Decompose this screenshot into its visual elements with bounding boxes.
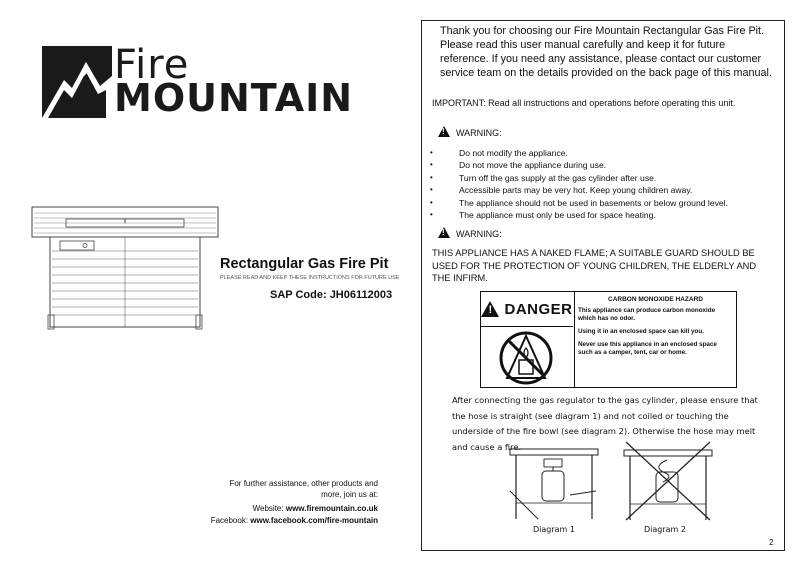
contact-block: [160, 503, 378, 527]
co-hazard-title: CARBON MONOXIDE HAZARD: [608, 296, 703, 303]
list-item: • The appliance must only be used for space heating.: [430, 209, 770, 221]
danger-word: DANGER: [504, 300, 573, 318]
facebook-line: [160, 515, 378, 527]
mountain-logo-icon: [42, 46, 112, 118]
naked-flame-warning: THIS APPLIANCE HAS A NAKED FLAME; A SUITABLE GUARD SHOULD BE USED FOR THE PROTECTION OF YOUNG CHILDREN, THE ELDERLY AND THE INFIRM.: [432, 248, 757, 284]
danger-text-2: Using it in an enclosed space can kill you.: [578, 328, 704, 335]
list-item: • Do not move the appliance during use.: [430, 159, 770, 171]
diagram-2-illustration: [622, 440, 714, 522]
danger-header: [481, 292, 573, 327]
facebook-label: Facebook:: [210, 516, 249, 525]
list-item: • Accessible parts may be very hot. Keep young children away.: [430, 184, 770, 196]
sap-code: SAP Code: JH06112003: [270, 289, 393, 301]
warning-heading-2: [438, 227, 502, 239]
danger-left-panel: [481, 292, 575, 387]
hose-instructions: After connecting the gas regulator to the gas cylinder, please ensure that the hose is straight (see diagram 1) and not coiled or touching the underside of the fire bowl (see diagram 2). Otherwise the hose may melt and cause a fire.: [452, 395, 758, 452]
warning-list: [430, 147, 770, 221]
danger-text-3: Never use this appliance in an enclosed space such as a camper, tent, car or home.: [578, 341, 717, 356]
website-line: [160, 503, 378, 515]
brand-logo: [42, 42, 372, 118]
danger-text-1: This appliance can produce carbon monoxide which has no odor.: [578, 307, 716, 322]
danger-box: [480, 291, 737, 388]
product-title: Rectangular Gas Fire Pit: [220, 256, 389, 272]
page-number: 2: [769, 538, 774, 547]
danger-triangle-icon: [481, 301, 499, 317]
diagram-2-caption: Diagram 2: [644, 525, 686, 534]
warning-triangle-icon: [438, 126, 450, 137]
fire-pit-illustration: [30, 205, 220, 335]
facebook-link[interactable]: www.facebook.com/fire-mountain: [250, 516, 378, 525]
list-item: • Turn off the gas supply at the gas cylinder after use.: [430, 172, 770, 184]
warning-triangle-icon: [438, 227, 450, 238]
important-notice: IMPORTANT: Read all instructions and operations before operating this unit.: [432, 98, 736, 108]
assistance-text: For further assistance, other products and more, join us at:: [229, 479, 378, 499]
diagram-1-caption: Diagram 1: [533, 525, 575, 534]
danger-right-panel: [578, 294, 733, 362]
warning-label-2: WARNING:: [456, 229, 502, 239]
website-link[interactable]: www.firemountain.co.uk: [285, 504, 378, 513]
instructions-note: PLEASE READ AND KEEP THESE INSTRUCTIONS FOR FUTURE USE: [220, 275, 400, 281]
diagram-1-illustration: [508, 443, 600, 521]
intro-paragraph: Thank you for choosing our Fire Mountain Rectangular Gas Fire Pit. Please read this user manual carefully and keep it for future reference. If you need any assistance, please contact our customer service team on the details provided on the back page of this manual.: [440, 25, 772, 79]
brand-mountain-text: MOUNTAIN: [114, 76, 354, 120]
warning-label: WARNING:: [456, 128, 502, 138]
no-enclosed-space-icon: [497, 330, 555, 385]
warning-heading: [438, 126, 502, 138]
list-item: • The appliance should not be used in basements or below ground level.: [430, 197, 770, 209]
website-label: Website:: [252, 504, 284, 513]
brand-fire-text: Fire: [114, 42, 190, 88]
list-item: • Do not modify the appliance.: [430, 147, 770, 159]
